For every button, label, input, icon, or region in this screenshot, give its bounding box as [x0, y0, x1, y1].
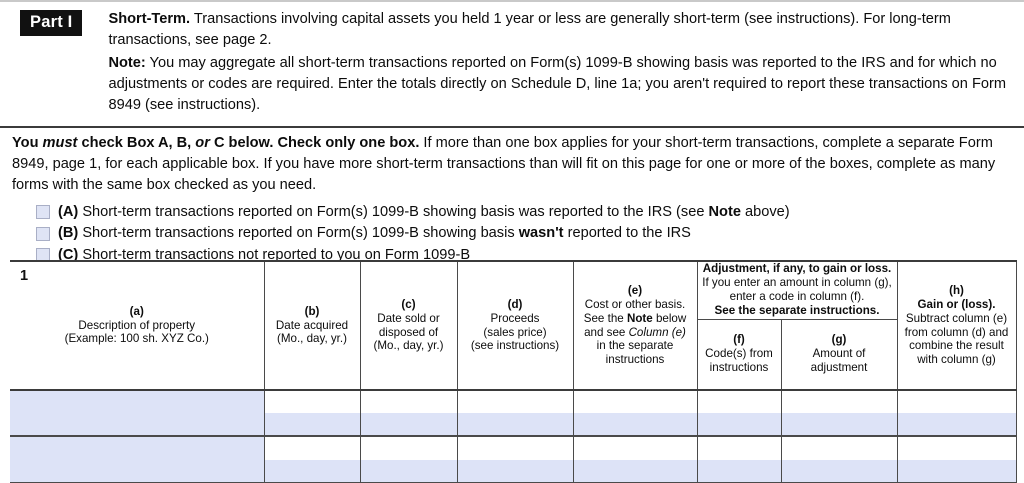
short-term-heading-paragraph — [108, 9, 1008, 50]
part-one-badge: Part I — [20, 10, 82, 36]
line-number-1: 1 — [20, 268, 29, 284]
checkbox-b-text-before: Short-term transactions reported on Form(s) 1099-B showing basis — [78, 225, 519, 242]
header-col-f-caption: (f) — [733, 333, 745, 347]
header-col-d-line3: (see instructions) — [470, 339, 560, 353]
header-col-e-line4: in the separate — [596, 339, 674, 353]
header-col-b — [264, 261, 360, 390]
header-col-a — [10, 261, 264, 390]
checkbox-b-label — [58, 225, 691, 243]
part-one-intro — [0, 2, 1024, 122]
cell-g[interactable] — [781, 390, 897, 436]
cell-h-fill — [898, 413, 1016, 435]
header-col-d-line1: Proceeds — [490, 311, 540, 325]
header-col-a-line1: Description of property — [78, 318, 196, 332]
short-term-heading-bold: Short-Term. — [108, 11, 191, 27]
header-col-h-line4: combine the result — [909, 339, 1004, 353]
cell-g-fill — [782, 413, 897, 435]
note-text: You may aggregate all short-term transactions reported on Form(s) 1099-B showing basis was reported to the IRS and for which no adjustments or codes are required. Enter the totals directly on Schedule D, line 1a; you aren't required to report these transactions on Form 8949 (see instructions). — [108, 55, 1007, 113]
adjustment-group-line3: enter a code in column (f). — [729, 290, 865, 304]
cell-c-fill — [361, 460, 457, 482]
header-col-g-line1: Amount of — [812, 347, 866, 361]
header-col-h-line2: Subtract column (e) — [905, 311, 1008, 325]
checkbox-a[interactable] — [36, 205, 50, 219]
cell-c-fill — [361, 413, 457, 435]
checkbox-a-text-after: above) — [740, 203, 790, 220]
cell-d-fill — [458, 460, 573, 482]
header-col-c — [360, 261, 457, 390]
header-col-e — [573, 261, 697, 390]
header-col-e-line3 — [577, 326, 694, 340]
checkbox-b-letter: (B) — [58, 225, 79, 242]
must-check-or-word: or — [195, 134, 210, 151]
adjustment-group-line1: Adjustment, if any, to gain or loss. — [702, 262, 892, 276]
cell-b-fill — [265, 413, 360, 435]
checkbox-row-b[interactable] — [36, 223, 1024, 245]
header-col-d-caption: (d) — [507, 297, 523, 311]
header-col-e-line2 — [577, 312, 694, 326]
checkbox-b[interactable] — [36, 227, 50, 241]
checkbox-row-a[interactable] — [36, 202, 1024, 224]
header-col-g-caption: (g) — [831, 333, 847, 347]
cell-b[interactable] — [264, 390, 360, 436]
header-col-d-line2: (sales price) — [483, 325, 547, 339]
header-col-h-line1: Gain or (loss). — [917, 297, 996, 311]
checkbox-b-emphasis: wasn't — [518, 225, 564, 242]
header-adjustment-group — [697, 261, 897, 319]
cell-d[interactable] — [457, 436, 573, 482]
header-col-e-line2-a: See the — [583, 311, 627, 325]
must-check-paragraph — [12, 133, 1010, 196]
checkbox-a-label — [58, 204, 790, 222]
note-paragraph — [108, 53, 1008, 115]
table-header-row — [10, 261, 1016, 319]
header-col-g — [781, 319, 897, 390]
cell-h[interactable] — [897, 390, 1016, 436]
header-col-g-line2: adjustment — [810, 361, 868, 375]
header-col-h-line5: with column (g) — [917, 353, 996, 367]
cell-h-fill — [898, 460, 1016, 482]
cell-e[interactable] — [573, 436, 697, 482]
checkbox-b-text-after: reported to the IRS — [563, 225, 691, 242]
header-col-h-caption: (h) — [949, 283, 964, 297]
header-col-e-caption: (e) — [627, 283, 643, 297]
cell-a[interactable] — [10, 390, 264, 436]
header-col-h-line3: from column (d) and — [904, 325, 1009, 339]
cell-d[interactable] — [457, 390, 573, 436]
cell-b[interactable] — [264, 436, 360, 482]
cell-g[interactable] — [781, 436, 897, 482]
cell-f[interactable] — [697, 436, 781, 482]
header-col-f — [697, 319, 781, 390]
part-one-description — [108, 9, 1008, 116]
header-col-c-line2: disposed of — [378, 325, 439, 339]
must-check-instructions — [0, 128, 1024, 198]
header-col-e-note-word: Note — [626, 311, 653, 325]
header-col-a-caption: (a) — [129, 304, 144, 318]
header-col-a-line2: (Example: 100 sh. XYZ Co.) — [64, 332, 209, 346]
cell-d-fill — [458, 413, 573, 435]
note-label: Note: — [108, 55, 146, 72]
cell-e[interactable] — [573, 390, 697, 436]
cell-f-fill — [698, 413, 781, 435]
checkbox-c-text-before: Short-term transactions not reported to you on Form 1099-B — [78, 246, 471, 263]
cell-f-fill — [698, 460, 781, 482]
header-col-e-line3-a: and see — [584, 325, 629, 339]
header-col-b-line2: (Mo., day, yr.) — [276, 332, 347, 346]
adjustment-group-line2: If you enter an amount in column (g), — [702, 276, 892, 290]
header-col-f-line2: instructions — [709, 361, 769, 375]
must-check-body: If more than one box applies for your short-term transactions, complete a separate Form 8949, page 1, for each applicable box. If you have more short-term transactions than will fit on this page for one or more of the boxes, complete as many forms with the same box checked as you need. — [12, 134, 996, 193]
table-row[interactable] — [10, 436, 1016, 482]
transactions-table-wrapper — [10, 260, 1016, 483]
cell-h[interactable] — [897, 436, 1016, 482]
header-col-e-line5: instructions — [605, 353, 665, 367]
cell-e-fill — [574, 413, 697, 435]
header-col-d — [457, 261, 573, 390]
cell-f[interactable] — [697, 390, 781, 436]
header-col-e-line1: Cost or other basis. — [584, 297, 686, 311]
header-col-e-column-ref: Column (e) — [628, 325, 686, 339]
header-col-b-caption: (b) — [304, 304, 320, 318]
cell-g-fill — [782, 460, 897, 482]
header-col-b-line1: Date acquired — [275, 318, 349, 332]
cell-c[interactable] — [360, 436, 457, 482]
cell-a[interactable] — [10, 436, 264, 482]
short-term-heading-rest: Transactions involving capital assets you held 1 year or less are generally short-term (see instructions). For long-term transactions, see page 2. — [108, 11, 951, 48]
cell-b-fill — [265, 460, 360, 482]
header-col-f-line1: Code(s) from — [705, 347, 773, 361]
table-row[interactable] — [10, 390, 1016, 436]
must-check-lead-1: You — [12, 134, 43, 151]
header-col-h — [897, 261, 1016, 390]
must-check-lead-3: C below. Check only one box. — [209, 134, 420, 151]
header-col-c-line1: Date sold or — [377, 311, 440, 325]
must-check-must-word: must — [42, 134, 78, 151]
checkbox-a-letter: (A) — [58, 203, 79, 220]
checkbox-c-letter: (C) — [58, 246, 79, 263]
adjustment-group-line4: See the separate instructions. — [714, 304, 880, 318]
checkbox-a-text-before: Short-term transactions reported on Form(s) 1099-B showing basis was reported to the IRS (see — [78, 203, 709, 220]
checkbox-a-emphasis: Note — [708, 203, 741, 220]
must-check-lead-2: check Box A, B, — [77, 134, 196, 151]
transactions-table — [10, 260, 1017, 483]
header-col-e-line2-b: below — [652, 311, 687, 325]
header-col-c-caption: (c) — [401, 297, 416, 311]
header-col-c-line3: (Mo., day, yr.) — [373, 339, 444, 353]
cell-e-fill — [574, 460, 697, 482]
cell-c[interactable] — [360, 390, 457, 436]
